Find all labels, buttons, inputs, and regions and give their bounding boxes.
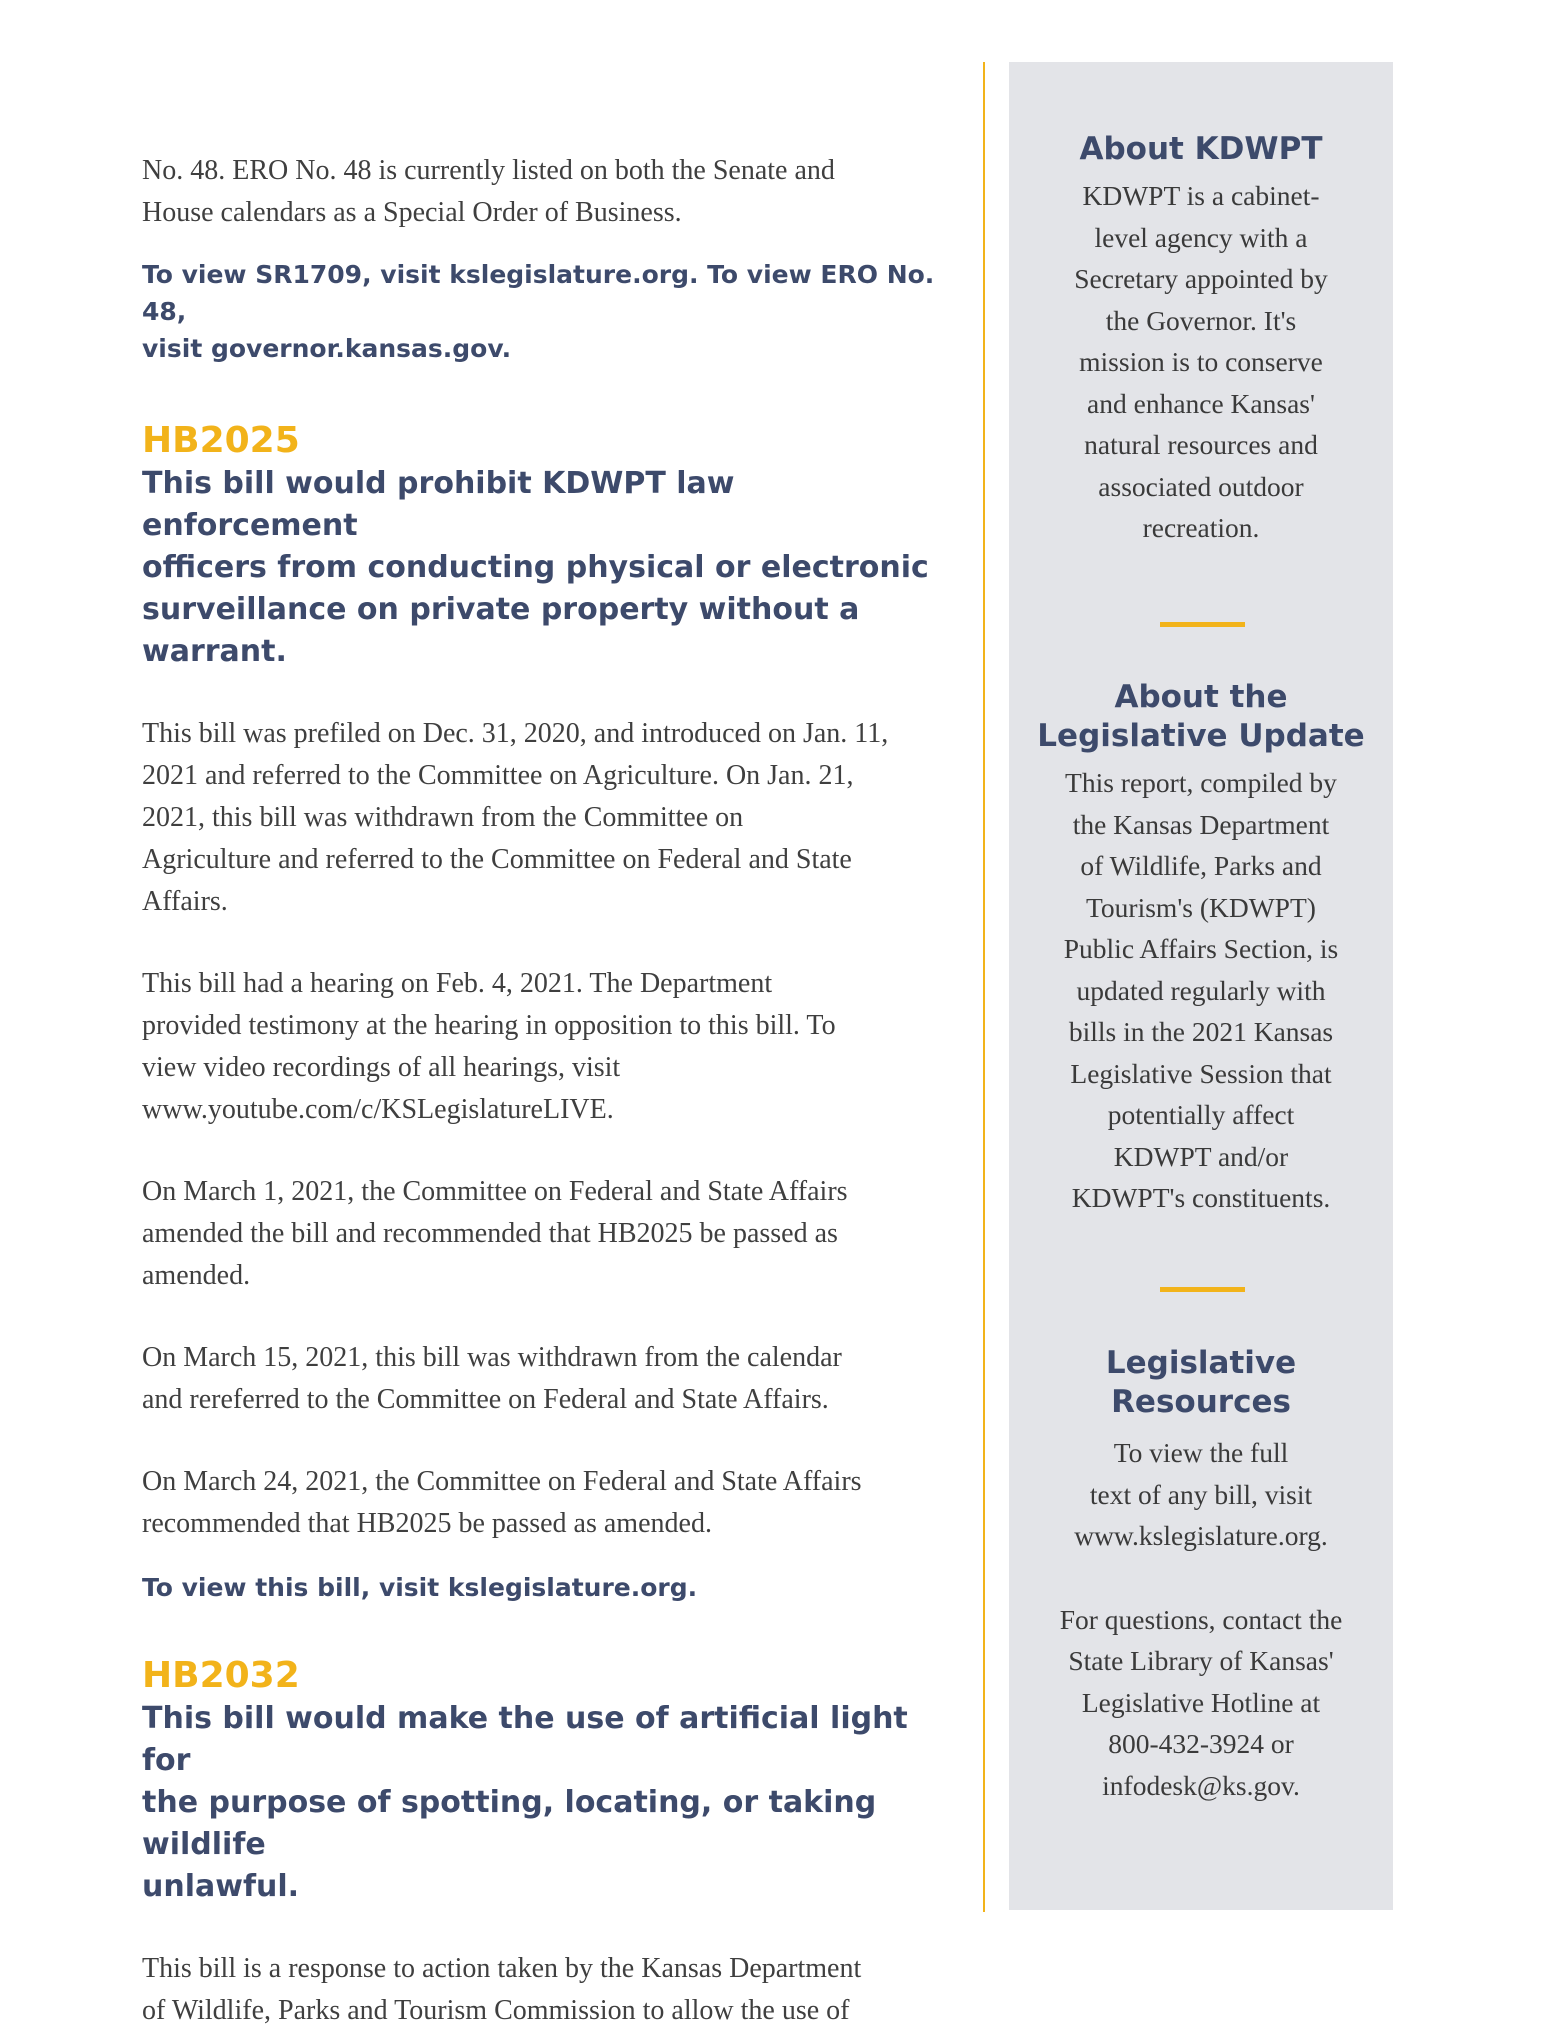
about-kdwpt-section xyxy=(1009,130,1393,549)
resources-view-text: To view the full text of any bill, visit www.kslegislature.org. xyxy=(1074,1437,1328,1551)
intro-paragraph xyxy=(142,150,942,234)
bill-summary-hb2032: This bill would make the use of artificial light for the purpose of spotting, locating, or taking wildlife unlawful. xyxy=(142,1701,908,1904)
vertical-divider xyxy=(983,62,985,1912)
resources-section xyxy=(1009,1344,1393,1806)
hotline-phone[interactable]: 800-432-3924 or xyxy=(1108,1728,1294,1759)
kslegislature-link[interactable]: www.kslegislature.org. xyxy=(1074,1520,1328,1551)
bill-id-hb2025: HB2025 xyxy=(142,420,300,461)
hb2025-march1-paragraph: On March 1, 2021, the Committee on Federal and State Affairs amended the bill and recommended that HB2025 be passed as amended. xyxy=(142,1176,848,1291)
main-column xyxy=(142,150,942,2032)
view-sr1709-link[interactable]: To view SR1709, visit kslegislature.org. To view ERO No. 48, visit governor.kansas.gov. xyxy=(142,260,935,363)
hb2025-march24-paragraph: On March 24, 2021, the Committee on Federal and State Affairs recommended that HB2025 be passed as amended. xyxy=(142,1466,862,1539)
view-hb2025-link[interactable]: To view this bill, visit kslegislature.org. xyxy=(142,1573,698,1602)
infodesk-email[interactable]: infodesk@ks.gov. xyxy=(1102,1769,1300,1801)
about-kdwpt-title: About KDWPT xyxy=(1079,131,1323,167)
hb2025-history-paragraph: This bill was prefiled on Dec. 31, 2020, and introduced on Jan. 11, 2021 and referred to the Committee on Agriculture. On Jan. 21, 2021, this bill was withdrawn from the Committee on Agriculture and referred to the Committee on Federal and State Affairs. xyxy=(142,718,889,917)
about-update-section xyxy=(1009,678,1393,1219)
youtube-link[interactable]: www.youtube.com/c/KSLegislatureLIVE. xyxy=(142,1094,614,1125)
sidebar-rule xyxy=(1160,622,1245,627)
hb2025-march15-paragraph: On March 15, 2021, this bill was withdrawn from the calendar and rereferred to the Committee on Federal and State Affairs. xyxy=(142,1342,842,1415)
intro-line: No. 48. ERO No. 48 is currently listed on both the Senate and xyxy=(142,155,835,186)
hb2032-paragraph: This bill is a response to action taken by the Kansas Department of Wildlife, Parks and Tourism Commission to allow the use of xyxy=(142,1953,862,2026)
about-update-text: This report, compiled by the Kansas Department of Wildlife, Parks and Tourism's (KDWPT) Public Affairs Section, is updated regularly with bills in the 2021 Kansas Legislative Session that potentially affect KDWPT and/or KDWPT's constituents. xyxy=(1063,767,1339,1213)
resources-title: Legislative Resources xyxy=(1105,1345,1297,1420)
bill-summary-hb2025: This bill would prohibit KDWPT law enforcement officers from conducting physical or electronic surveillance on private property without a warrant. xyxy=(142,466,929,669)
resources-contact-text: For questions, contact the State Library of Kansas' Legislative Hotline at 800-432-3924 or infodesk@ks.gov. xyxy=(1059,1603,1343,1801)
about-kdwpt-text: KDWPT is a cabinet- level agency with a Secretary appointed by the Governor. It's mission is to conserve and enhance Kansas' natural resources and associated outdoor recreation. xyxy=(1074,180,1328,543)
bill-id-hb2032: HB2032 xyxy=(142,1655,300,1696)
sidebar-rule xyxy=(1160,1287,1245,1292)
about-update-title: About the Legislative Update xyxy=(1037,679,1365,754)
hb2025-hearing-paragraph: This bill had a hearing on Feb. 4, 2021. The Department provided testimony at the hearing in opposition to this bill. To view video recordings of all hearings, visit www.youtube.com/c/KSLegislatureLIVE. xyxy=(142,968,836,1125)
intro-line: House calendars as a Special Order of Business. xyxy=(142,197,682,228)
sidebar xyxy=(1009,62,1393,1910)
